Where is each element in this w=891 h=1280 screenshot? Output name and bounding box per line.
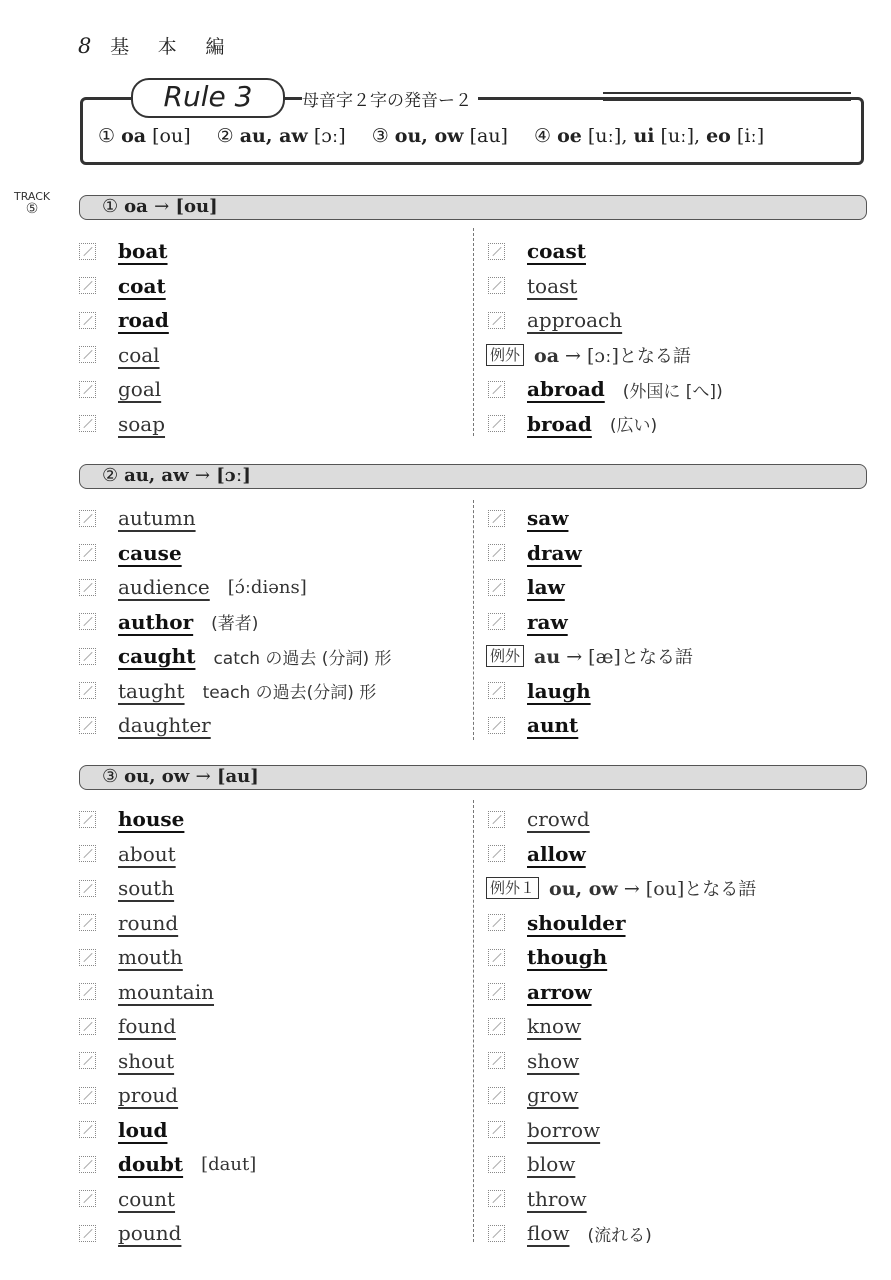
exception-label: 例外１: [486, 877, 539, 899]
word-text: audience: [118, 575, 210, 599]
word-text: pound: [118, 1221, 182, 1245]
word-item: [488, 908, 626, 938]
word-text: autumn: [118, 506, 196, 530]
checkbox-icon[interactable]: [488, 682, 505, 699]
exception-suffix: となる語: [618, 345, 691, 367]
checkbox-icon[interactable]: [79, 1018, 96, 1035]
checkbox-icon[interactable]: [79, 1121, 96, 1138]
word-text: coat: [118, 273, 166, 298]
section-sound: [ou]: [175, 196, 218, 217]
word-item: [488, 839, 586, 869]
checkbox-icon[interactable]: [488, 1018, 505, 1035]
word-text: doubt: [118, 1152, 184, 1176]
section-letters: au, aw: [124, 465, 189, 486]
word-item: [488, 1080, 579, 1110]
rule-title: 母音字２字の発音ー２: [302, 86, 478, 111]
checkbox-icon[interactable]: [488, 381, 505, 398]
checkbox-icon[interactable]: [79, 613, 96, 630]
word-item: [79, 374, 161, 404]
exception-text: [534, 643, 693, 669]
word-item: [488, 409, 657, 439]
word-item: [79, 1184, 175, 1214]
word-item: [79, 1046, 174, 1076]
word-text: shoulder: [527, 910, 626, 935]
word-item: [79, 271, 166, 301]
header-kanji-1: 基: [110, 36, 130, 58]
page-number: 8: [78, 34, 92, 58]
checkbox-icon[interactable]: [79, 381, 96, 398]
column-divider: [473, 228, 474, 436]
word-item: [488, 710, 578, 740]
word-item: [79, 572, 307, 602]
word-text: goal: [118, 377, 162, 401]
word-item: [488, 977, 592, 1007]
word-item: [488, 676, 591, 706]
header-kanji-3: 編: [205, 36, 225, 58]
checkbox-icon[interactable]: [79, 1052, 96, 1069]
checkbox-icon[interactable]: [488, 845, 505, 862]
word-item: [79, 710, 211, 740]
checkbox-icon[interactable]: [488, 613, 505, 630]
word-text: though: [527, 945, 608, 969]
exception-sound: [ou]: [645, 878, 685, 900]
checkbox-icon[interactable]: [488, 243, 505, 260]
checkbox-icon[interactable]: [79, 1156, 96, 1173]
word-text: cause: [118, 540, 182, 565]
exception-row: [486, 641, 693, 671]
checkbox-icon[interactable]: [79, 243, 96, 260]
word-text: south: [118, 876, 175, 900]
checkbox-icon[interactable]: [79, 682, 96, 699]
word-item: [79, 1218, 181, 1248]
exception-text: [549, 875, 756, 901]
word-note: [daut]: [201, 1153, 257, 1175]
checkbox-icon[interactable]: [79, 1087, 96, 1104]
section-number: ①: [102, 196, 119, 217]
header-kanji-2: 本: [157, 36, 177, 58]
checkbox-icon[interactable]: [79, 312, 96, 329]
word-note: [ɔ́ːdiəns]: [227, 576, 307, 598]
rule-summary: [98, 125, 868, 147]
page-header: [78, 32, 246, 59]
checkbox-icon[interactable]: [488, 1190, 505, 1207]
word-text: taught: [118, 678, 185, 703]
word-item: [488, 804, 590, 834]
word-text: boat: [118, 239, 168, 263]
rule-item-1: ① oa [ou]: [98, 125, 191, 147]
checkbox-icon[interactable]: [79, 579, 96, 596]
arrow-icon: →: [195, 766, 211, 787]
word-text: road: [118, 308, 169, 332]
track-label: TRACK: [14, 190, 51, 203]
word-text: know: [527, 1014, 582, 1038]
word-text: arrow: [527, 979, 592, 1004]
section-sound: [au]: [216, 766, 259, 787]
column-divider: [473, 800, 474, 1242]
checkbox-icon[interactable]: [79, 1190, 96, 1207]
checkbox-icon[interactable]: [488, 914, 505, 931]
checkbox-icon[interactable]: [79, 544, 96, 561]
exception-label: 例外: [486, 645, 524, 667]
exception-row: [486, 873, 756, 903]
exception-sound: [ɔː]: [587, 344, 619, 367]
word-text: grow: [527, 1083, 579, 1107]
checkbox-icon[interactable]: [79, 983, 96, 1000]
word-text: crowd: [527, 807, 590, 831]
checkbox-icon[interactable]: [488, 579, 505, 596]
word-item: [488, 305, 622, 335]
arrow-icon: →: [565, 344, 581, 367]
word-text: abroad: [527, 377, 605, 401]
word-note: (外国に [へ]): [622, 381, 723, 402]
word-item: [488, 1046, 579, 1076]
word-text: blow: [527, 1152, 576, 1176]
checkbox-icon[interactable]: [488, 1156, 505, 1173]
word-item: [79, 1080, 178, 1110]
exception-row: [486, 340, 691, 370]
rule-item-3: ③ ou, ow [au]: [371, 125, 508, 147]
word-text: allow: [527, 841, 586, 866]
word-text: borrow: [527, 1117, 601, 1142]
checkbox-icon[interactable]: [488, 1052, 505, 1069]
word-item: [79, 236, 168, 266]
word-text: flow: [527, 1221, 570, 1245]
word-text: house: [118, 807, 185, 831]
rule-item-2: ② au, aw [ɔː]: [216, 125, 346, 147]
rule-item-4: ④ oe [uː], ui [uː], eo [iː]: [533, 125, 765, 147]
word-item: [488, 236, 586, 266]
word-note: teach の過去(分詞) 形: [202, 683, 377, 703]
word-text: raw: [527, 609, 568, 634]
word-item: [488, 271, 577, 301]
checkbox-icon[interactable]: [79, 811, 96, 828]
word-item: [79, 839, 176, 869]
checkbox-icon[interactable]: [79, 717, 96, 734]
exception-letters: au: [534, 646, 561, 668]
word-text: law: [527, 575, 565, 599]
word-item: [79, 538, 182, 568]
word-text: throw: [527, 1186, 587, 1211]
section-bar-3: [79, 765, 867, 790]
checkbox-icon[interactable]: [488, 1087, 505, 1104]
word-item: [488, 374, 723, 404]
checkbox-icon[interactable]: [488, 717, 505, 734]
word-item: [79, 804, 184, 834]
arrow-icon: →: [566, 646, 583, 668]
word-item: [79, 908, 178, 938]
word-text: approach: [527, 308, 623, 332]
word-text: coast: [527, 239, 586, 263]
section-number: ③: [102, 766, 119, 787]
checkbox-icon[interactable]: [488, 1225, 505, 1242]
word-item: [79, 409, 165, 439]
column-divider: [473, 500, 474, 740]
word-text: laugh: [527, 678, 591, 703]
checkbox-icon[interactable]: [79, 346, 96, 363]
word-note: (広い): [609, 416, 658, 436]
word-text: caught: [118, 644, 196, 668]
section-sound: [ɔː]: [216, 465, 251, 486]
section-bar-2: [79, 464, 867, 489]
word-item: [79, 641, 391, 671]
checkbox-icon[interactable]: [79, 949, 96, 966]
section-letters: ou, ow: [124, 766, 190, 787]
word-text: loud: [118, 1117, 168, 1142]
checkbox-icon[interactable]: [488, 544, 505, 561]
rule-double-line: [603, 92, 851, 101]
word-item: [488, 1011, 581, 1041]
word-item: [488, 1149, 575, 1179]
word-text: toast: [527, 273, 578, 298]
section-bar-1: [79, 195, 867, 220]
checkbox-icon[interactable]: [79, 648, 96, 665]
word-text: mountain: [118, 979, 215, 1004]
word-item: [79, 873, 174, 903]
track-marker: [14, 190, 50, 216]
exception-suffix: となる語: [620, 647, 693, 668]
section-letters: oa: [124, 196, 148, 217]
word-item: [79, 942, 183, 972]
word-text: soap: [118, 411, 166, 436]
word-text: author: [118, 609, 194, 634]
exception-sound: [æ]: [588, 646, 621, 668]
word-text: round: [118, 910, 179, 935]
word-item: [488, 1115, 600, 1145]
exception-text: [534, 342, 691, 368]
arrow-icon: →: [154, 196, 170, 217]
arrow-icon: →: [623, 878, 640, 900]
checkbox-icon[interactable]: [488, 811, 505, 828]
checkbox-icon[interactable]: [488, 415, 505, 432]
checkbox-icon[interactable]: [488, 277, 505, 294]
checkbox-icon[interactable]: [79, 510, 96, 527]
checkbox-icon[interactable]: [488, 312, 505, 329]
word-text: coal: [118, 342, 160, 367]
word-text: broad: [527, 411, 592, 436]
exception-letters: ou, ow: [549, 878, 618, 900]
word-item: [488, 1184, 587, 1214]
exception-letters: oa: [534, 344, 559, 367]
word-item: [488, 607, 568, 637]
word-note: (流れる): [587, 1225, 652, 1246]
section-number: ②: [102, 465, 119, 486]
checkbox-icon[interactable]: [79, 277, 96, 294]
word-item: [79, 607, 258, 637]
word-text: proud: [118, 1083, 179, 1107]
word-text: aunt: [527, 713, 579, 737]
word-text: mouth: [118, 945, 183, 969]
word-item: [79, 1149, 256, 1179]
checkbox-icon[interactable]: [488, 510, 505, 527]
word-text: shout: [118, 1048, 175, 1073]
rule-badge: Rule 3: [131, 78, 285, 118]
word-item: [79, 676, 376, 706]
word-text: about: [118, 841, 176, 866]
word-item: [79, 305, 169, 335]
word-text: found: [118, 1014, 177, 1038]
checkbox-icon[interactable]: [488, 983, 505, 1000]
word-text: daughter: [118, 713, 211, 737]
checkbox-icon[interactable]: [79, 415, 96, 432]
word-item: [488, 1218, 652, 1248]
checkbox-icon[interactable]: [79, 914, 96, 931]
word-text: draw: [527, 540, 582, 565]
exception-label: 例外: [486, 344, 524, 366]
word-item: [79, 977, 214, 1007]
word-item: [79, 1011, 176, 1041]
checkbox-icon[interactable]: [79, 845, 96, 862]
word-note: catch の過去 (分詞) 形: [213, 648, 392, 669]
checkbox-icon[interactable]: [488, 1121, 505, 1138]
word-item: [488, 572, 565, 602]
arrow-icon: →: [194, 465, 210, 486]
track-number: ⑤: [25, 201, 39, 217]
word-item: [488, 503, 568, 533]
word-item: [79, 503, 196, 533]
word-item: [488, 942, 607, 972]
checkbox-icon[interactable]: [79, 880, 96, 897]
checkbox-icon[interactable]: [79, 1225, 96, 1242]
word-text: count: [118, 1186, 176, 1211]
exception-suffix: となる語: [684, 879, 757, 900]
word-text: show: [527, 1048, 580, 1073]
word-note: (著者): [211, 614, 259, 634]
checkbox-icon[interactable]: [488, 949, 505, 966]
word-text: saw: [527, 506, 569, 530]
word-item: [79, 340, 160, 370]
word-item: [79, 1115, 167, 1145]
word-item: [488, 538, 582, 568]
